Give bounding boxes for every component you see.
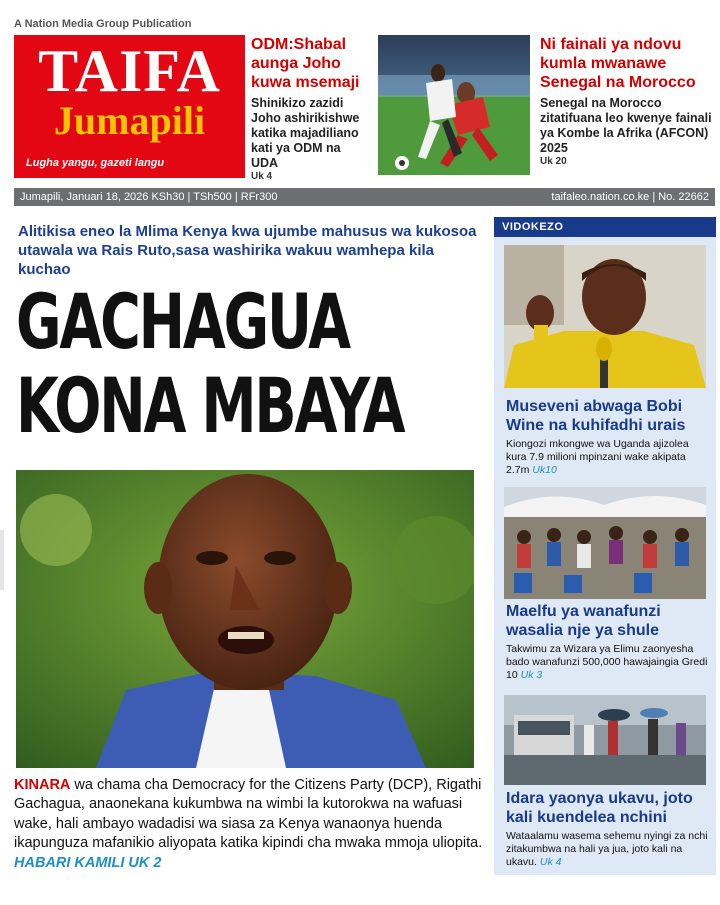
sidebar-story-headline: Museveni abwaga Bobi Wine na kuhifadhi urais [506,398,686,434]
teaser-afcon[interactable] [540,35,715,167]
publisher-line: A Nation Media Group Publication [14,18,192,30]
crowd-tent-image [504,487,706,599]
dateline-issue: Jumapili, Januari 18, 2026 KSh30 | TSh500 | RFr300 [20,191,278,203]
teaser-headline: ODM:Shabal aunga Joho kuwa msemaji [251,36,360,91]
rain-street-image [504,695,706,785]
sidebar-story-text [506,438,710,477]
speaker-image [504,245,706,388]
sidebar-story-text [506,830,710,869]
weather-photo [504,695,706,785]
sidebar-story-page: Uk 3 [520,669,543,681]
masthead[interactable] [14,35,245,178]
football-photo [378,35,530,175]
dateline-website[interactable]: taifaleo.nation.co.ke | No. 22662 [551,191,709,203]
main-headline[interactable] [16,277,404,450]
sidebar-story-text [506,643,710,682]
sidebar-story-headline: Idara yaonya ukavu, joto kali kuendelea nchini [506,790,693,826]
teaser-text: Senegal na Morocco zitatifuana leo kwenye fainali ya Kombe la Afrika (AFCON) 2025 [540,96,712,155]
students-photo [504,487,706,599]
sidebar-story-weather[interactable] [506,789,710,869]
sidebar-story-page: Uk10 [532,464,557,476]
teaser-page-ref: Uk 4 [251,171,273,182]
teaser-odm[interactable] [251,35,371,182]
sidebar-story-students[interactable] [506,602,710,682]
sidebar-story-body: Wataalamu wasema sehemu nyingi za nchi zitakumbwa na hali ya jua, joto kali na ukavu. [506,830,708,868]
lead-word: KINARA [14,777,71,793]
page-edge-mark [0,530,4,590]
museveni-photo [504,245,706,388]
portrait-image [16,470,474,768]
sidebar-story-body: Kiongozi mkongwe wa Uganda ajizolea kura 7.9 milioni mpinzani wake akipata 2.7m [506,438,689,476]
main-headline-line1: GACHAGUA [16,277,349,366]
masthead-title: TAIFA [38,38,221,104]
football-match-image [378,35,530,175]
main-photo [16,470,474,768]
main-headline-line2: KONA MBAYA [16,361,404,450]
sidebar-story-headline: Maelfu ya wanafunzi wasalia nje ya shule [506,603,661,639]
teaser-headline: Ni fainali ya ndovu kumla mwanawe Senegal na Morocco [540,36,696,91]
main-kicker: Alitikisa eneo la Mlima Kenya kwa ujumbe mahusus wa kukosoa utawala wa Rais Ruto,sasa washirika wakuu wamhepa kila kuchao [18,223,477,278]
sidebar-story-museveni[interactable] [506,397,710,477]
masthead-motto: Lugha yangu, gazeti langu [26,157,165,169]
teaser-text: Shinikizo zazidi Joho ashirikishwe katika majadiliano kati ya ODM na UDA [251,96,360,170]
sidebar-vidokezo [494,217,716,875]
sidebar-story-body: Takwimu za Wizara ya Elimu zaonyesha bado wanafunzi 500,000 hawajaingia Gredi 10 [506,643,708,681]
full-story-link[interactable]: HABARI KAMILI UK 2 [14,854,162,871]
main-body [14,776,486,873]
body-paragraph: wa chama cha Democracy for the Citizens Party (DCP), Rigathi Gachagua, anaonekana kukumbwa na wimbi la kutorokwa na wafuasi wake, hali ambayo wadadisi wa siasa za Kenya wanaonya huenda ikapunguza mafanikio aliyopata katika kipindi cha mwaka mmoja uliopita. [14,777,483,852]
sidebar-header: VIDOKEZO [494,217,716,237]
masthead-subtitle: Jumapili [53,98,206,143]
teaser-page-ref: Uk 20 [540,156,567,167]
dateline-bar [14,188,715,206]
sidebar-story-page: Uk 4 [539,856,562,868]
